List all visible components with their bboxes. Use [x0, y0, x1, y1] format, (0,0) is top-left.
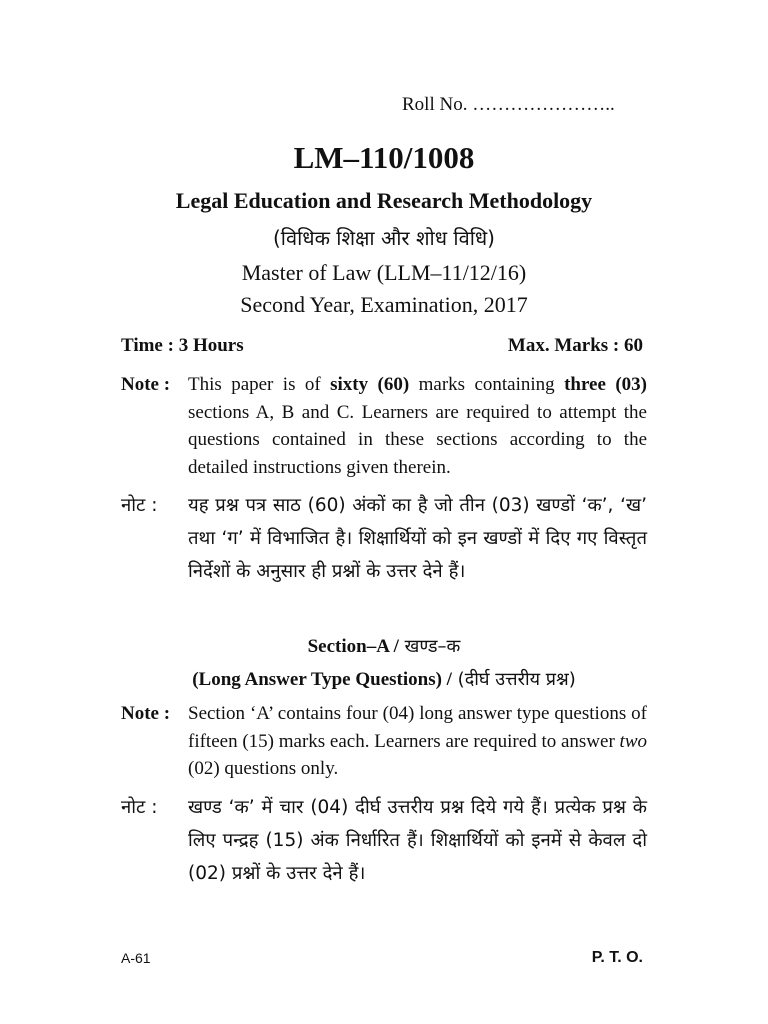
note-text-part: sections A, B and C. Learners are required to attempt the questions contained in these sections according to the detailed instructions given therein.	[188, 401, 647, 478]
general-note-english	[121, 371, 647, 483]
section-subtitle-hi: (दीर्घ उत्तरीय प्रश्न)	[451, 669, 576, 690]
section-a-subtitle	[0, 667, 768, 691]
section-a-note-hindi	[121, 791, 647, 921]
note-text-part: This paper is of	[188, 374, 331, 395]
subject-title-hindi: (विधिक शिक्षा और शोध विधि)	[273, 226, 495, 250]
note-text-part: marks containing	[409, 374, 565, 395]
note-label: Note :	[121, 703, 171, 724]
note-label-hindi: नोट :	[121, 495, 158, 516]
section-title-en: Section–A /	[307, 636, 399, 657]
note-bold-sections: three (03)	[564, 374, 647, 395]
note-text-part: Section ‘A’ contains four (04) long answer type questions of fifteen (15) marks each. Learners are required to answer	[188, 703, 647, 752]
note-text-hindi: खण्ड ‘क’ में चार (04) दीर्घ उत्तरीय प्रश्न दिये गये हैं। प्रत्येक प्रश्न के लिए पन्द्रह (15) अंक निर्धारित हैं। शिक्षार्थियों को इनमें से केवल दो (02) प्रश्नों के उत्तर देने हैं।	[188, 797, 647, 884]
note-text	[188, 700, 647, 783]
general-note-hindi	[121, 489, 647, 623]
exam-line: Second Year, Examination, 2017	[240, 292, 528, 317]
roll-number-field: Roll No. …………………..	[402, 94, 615, 115]
paper-code: LM–110/1008	[293, 140, 475, 175]
subject-title: Legal Education and Research Methodology	[175, 188, 593, 213]
page-code: A-61	[121, 950, 151, 966]
note-bold-marks: sixty (60)	[330, 374, 410, 395]
section-a-title	[0, 634, 768, 658]
note-text	[188, 371, 647, 481]
degree-line: Master of Law (LLM–11/12/16)	[241, 260, 527, 285]
max-marks: Max. Marks : 60	[507, 335, 643, 356]
section-a-note-english	[121, 700, 647, 784]
please-turn-over: P. T. O.	[591, 949, 643, 966]
note-label-hindi: नोट :	[121, 797, 158, 818]
section-subtitle-en: (Long Answer Type Questions) /	[192, 669, 452, 690]
note-text-part: (02) questions only.	[188, 758, 339, 779]
time-allowed: Time : 3 Hours	[121, 335, 244, 356]
section-title-hi: खण्ड–क	[398, 636, 461, 657]
note-text-hindi: यह प्रश्न पत्र साठ (60) अंकों का है जो तीन (03) खण्डों ‘क’, ‘ख’ तथा ‘ग’ में विभाजित है। शिक्षार्थियों को इन खण्डों में दिए गए विस्तृत निर्देशों के अनुसार ही प्रश्नों के उत्तर देने हैं।	[188, 495, 647, 582]
note-italic-count: two	[619, 730, 647, 752]
note-label: Note :	[121, 374, 171, 395]
